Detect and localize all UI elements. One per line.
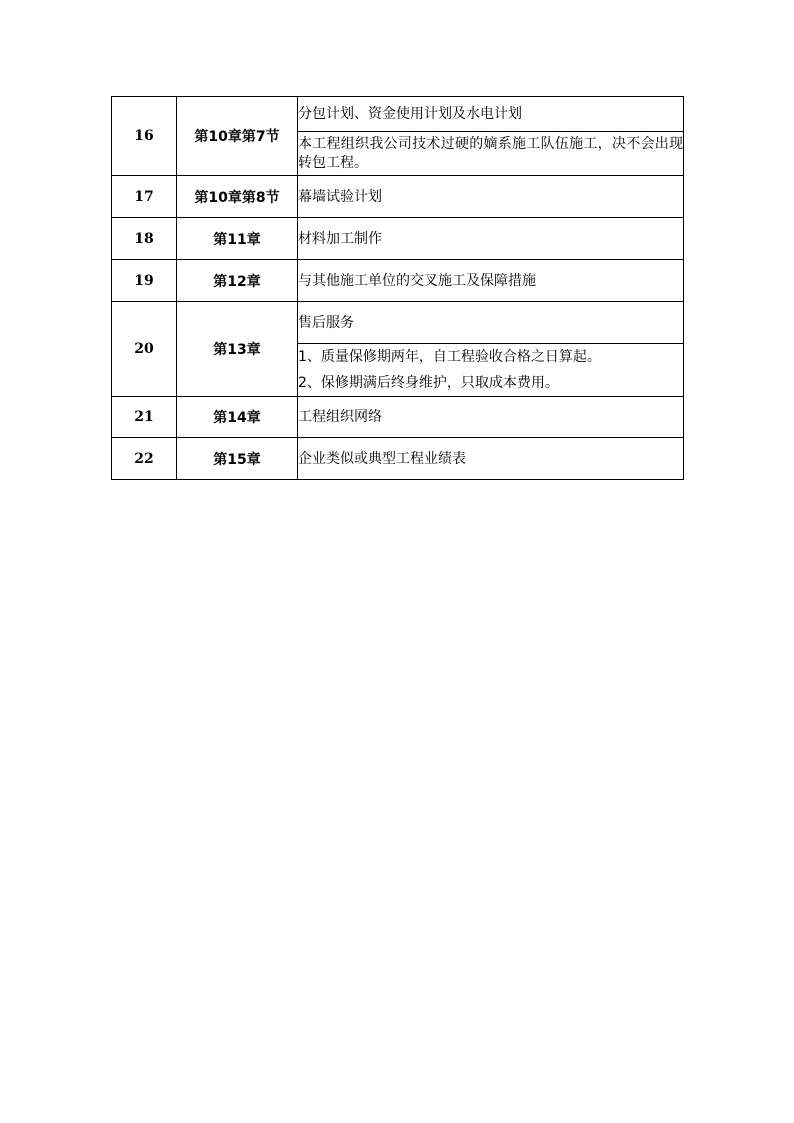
content-cell: 幕墙试验计划 <box>298 176 684 218</box>
warranty-line: 1、质量保修期两年，自工程验收合格之日算起。 <box>298 349 601 365</box>
table-row <box>112 302 684 344</box>
table-row <box>112 218 684 260</box>
row-number: 19 <box>112 260 177 302</box>
row-number: 22 <box>112 438 177 480</box>
content-cell: 本工程组织我公司技术过硬的嫡系施工队伍施工，决不会出现转包工程。 <box>298 132 684 176</box>
chapter-label: 第15章 <box>177 438 298 480</box>
warranty-line: 2、保修期满后终身维护，只取成本费用。 <box>298 375 559 391</box>
chapter-label: 第12章 <box>177 260 298 302</box>
chapter-label: 第13章 <box>177 302 298 397</box>
content-cell: 与其他施工单位的交叉施工及保障措施 <box>298 260 684 302</box>
chapter-label: 第10章第7节 <box>177 97 298 176</box>
row-number: 20 <box>112 302 177 397</box>
content-cell: 材料加工制作 <box>298 218 684 260</box>
row-number: 21 <box>112 397 177 438</box>
table-row <box>112 176 684 218</box>
content-cell: 售后服务 <box>298 302 684 344</box>
table-row <box>112 438 684 480</box>
chapter-label: 第11章 <box>177 218 298 260</box>
table-row <box>112 260 684 302</box>
chapter-label: 第14章 <box>177 397 298 438</box>
content-cell: 企业类似或典型工程业绩表 <box>298 438 684 480</box>
row-number: 16 <box>112 97 177 176</box>
table-row <box>112 397 684 438</box>
table-row <box>112 97 684 132</box>
row-number: 17 <box>112 176 177 218</box>
chapter-label: 第10章第8节 <box>177 176 298 218</box>
content-cell <box>298 344 684 397</box>
content-cell: 分包计划、资金使用计划及水电计划 <box>298 97 684 132</box>
document-table <box>111 96 684 480</box>
content-cell: 工程组织网络 <box>298 397 684 438</box>
row-number: 18 <box>112 218 177 260</box>
